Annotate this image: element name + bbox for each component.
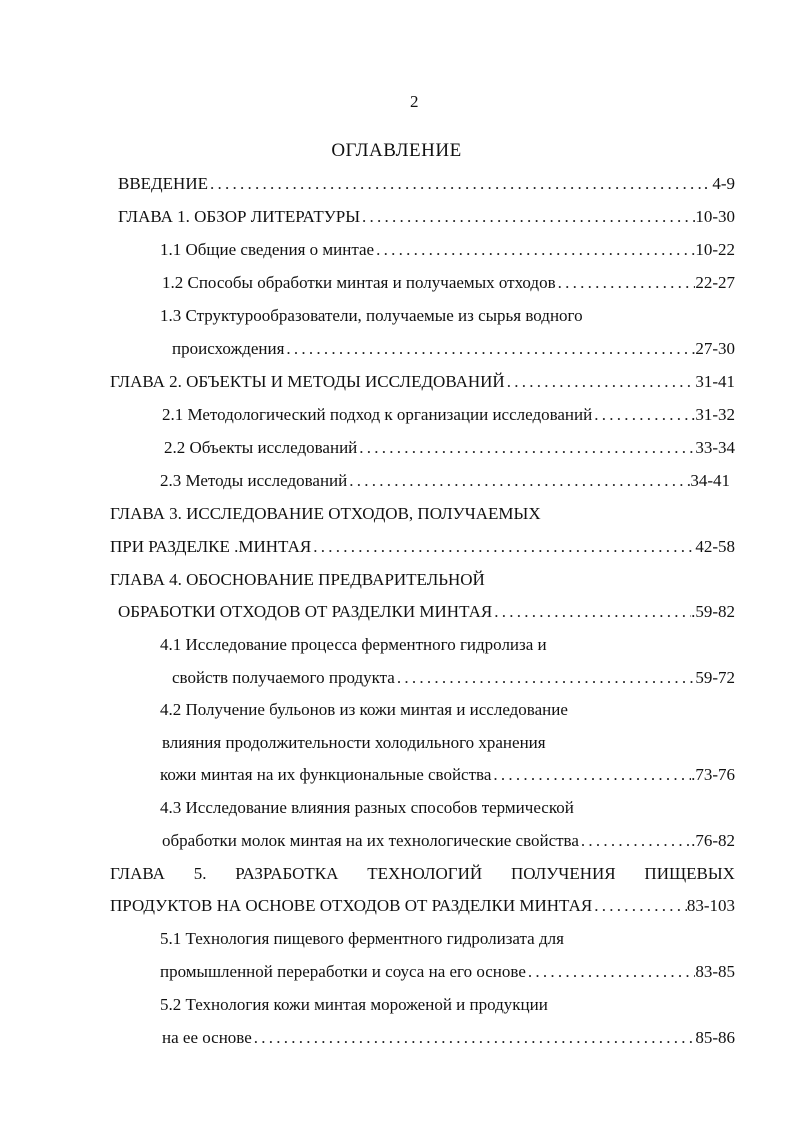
toc-entry-1-1 (160, 238, 735, 262)
toc-label: обработки молок минтая на их технологические свойства (162, 831, 579, 850)
toc-word: ПОЛУЧЕНИЯ (511, 864, 616, 883)
toc-pages: 83-103 (686, 896, 735, 915)
toc-pages: . 4-9 (703, 174, 735, 193)
toc-entry-ch3 (110, 535, 735, 559)
toc-pages: 42-58 (695, 537, 735, 556)
toc-entry-2-2 (164, 436, 735, 460)
toc-label: ПРОДУКТОВ НА ОСНОВЕ ОТХОДОВ ОТ РАЗДЕЛКИ МИНТАЯ (110, 896, 593, 915)
toc-pages: 31-41 (695, 372, 735, 391)
toc-entry-4-2-line2: влияния продолжительности холодильного хранения (162, 733, 546, 752)
toc-pages: 83-85 (695, 962, 735, 981)
toc-word: РАЗРАБОТКА (235, 864, 339, 883)
toc-entry-4-3 (162, 829, 735, 853)
toc-word: ПИЩЕВЫХ (644, 864, 735, 883)
toc-pages: 34-41 (690, 471, 730, 490)
toc-entry-5-1-line1: 5.1 Технология пищевого ферментного гидролизата для (160, 929, 564, 948)
toc-entry-intro (118, 172, 735, 196)
toc-label: кожи минтая на их функциональные свойства (160, 765, 492, 784)
toc-entry-4-3-line1: 4.3 Исследование влияния разных способов термической (160, 798, 574, 817)
toc-label: ОБРАБОТКИ ОТХОДОВ ОТ РАЗДЕЛКИ МИНТАЯ (118, 602, 493, 621)
toc-entry-ch4 (118, 600, 735, 624)
toc-entry-5-2 (162, 1026, 735, 1050)
toc-pages: .76-82 (691, 831, 735, 850)
toc-label: 2.2 Объекты исследований (164, 438, 358, 457)
toc-word: ТЕХНОЛОГИЙ (367, 864, 483, 883)
toc-label: на ее основе (162, 1028, 252, 1047)
toc-entry-2-1 (162, 403, 735, 427)
toc-label: промышленной переработки и соуса на его основе (160, 962, 526, 981)
toc-entry-4-2 (160, 763, 735, 787)
toc-pages: .59-82 (691, 602, 735, 621)
toc-pages: .73-76 (691, 765, 735, 784)
toc-label: происхождения (172, 339, 285, 358)
toc-label: ВВЕДЕНИЕ (118, 174, 208, 193)
toc-entry-ch5 (110, 894, 735, 918)
toc-label: 1.2 Способы обработки минтая и получаемых отходов (162, 273, 556, 292)
toc-word: 5. (193, 864, 207, 883)
toc-pages: 59-72 (695, 668, 735, 687)
toc-label: 1.1 Общие сведения о минтае (160, 240, 375, 259)
toc-word: ГЛАВА (110, 864, 165, 883)
toc-label: ПРИ РАЗДЕЛКЕ .МИНТАЯ (110, 537, 312, 556)
toc-pages: 10-30 (695, 207, 735, 226)
toc-entry-4-1 (172, 666, 735, 690)
toc-entry-ch2 (110, 370, 735, 394)
toc-pages: 85-86 (695, 1028, 735, 1047)
page-number: 2 (410, 92, 419, 111)
toc-entry-1-3 (172, 337, 735, 361)
toc-label: 2.1 Методологический подход к организации исследований (162, 405, 593, 424)
toc-pages: 27-30 (695, 339, 735, 358)
toc-pages: 10-22 (695, 240, 735, 259)
toc-pages: .31-32 (691, 405, 735, 424)
toc-entry-5-2-line1: 5.2 Технология кожи минтая мороженой и продукции (160, 995, 548, 1014)
toc-entry-4-1-line1: 4.1 Исследование процесса ферментного гидролиза и (160, 635, 547, 654)
toc-entry-1-3-line1: 1.3 Структурообразователи, получаемые из сырья водного (160, 306, 583, 325)
toc-entry-4-2-line1: 4.2 Получение бульонов из кожи минтая и исследование (160, 700, 568, 719)
toc-label: ГЛАВА 1. ОБЗОР ЛИТЕРАТУРЫ (118, 207, 361, 226)
toc-entry-5-1 (160, 960, 735, 984)
toc-pages: 22-27 (695, 273, 735, 292)
toc-entry-ch5-line1 (110, 862, 735, 886)
toc-label: свойств получаемого продукта (172, 668, 395, 687)
toc-title: ОГЛАВЛЕНИЕ (331, 140, 462, 161)
toc-label: ГЛАВА 2. ОБЪЕКТЫ И МЕТОДЫ ИССЛЕДОВАНИЙ (110, 372, 505, 391)
toc-label: 2.3 Методы исследований (160, 471, 348, 490)
toc-entry-ch1 (118, 205, 735, 229)
toc-entry-2-3 (160, 469, 730, 493)
toc-entry-ch3-line1: ГЛАВА 3. ИССЛЕДОВАНИЕ ОТХОДОВ, ПОЛУЧАЕМЫХ (110, 504, 541, 523)
toc-entry-ch4-line1: ГЛАВА 4. ОБОСНОВАНИЕ ПРЕДВАРИТЕЛЬНОЙ (110, 570, 485, 589)
toc-pages: 33-34 (695, 438, 735, 457)
toc-entry-1-2 (162, 271, 735, 295)
